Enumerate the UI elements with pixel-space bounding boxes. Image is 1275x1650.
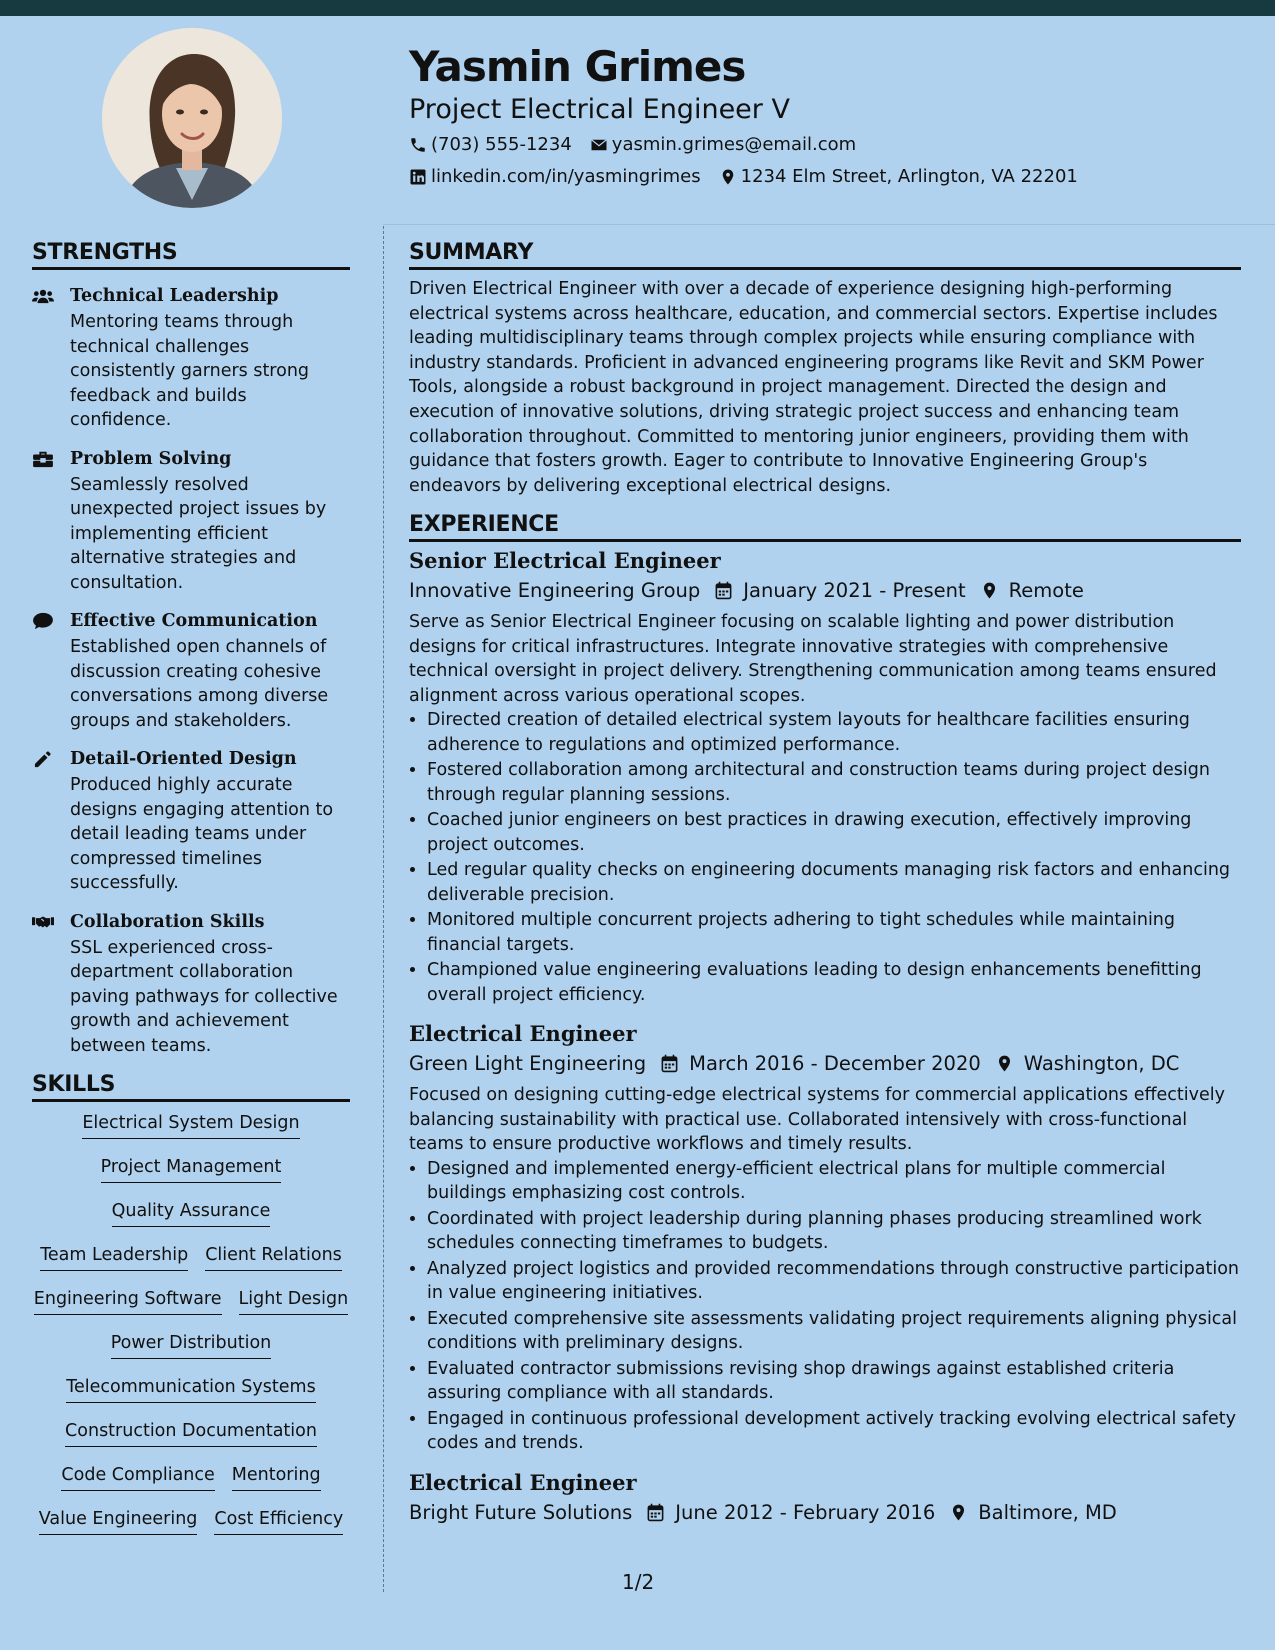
job-title: Electrical Engineer xyxy=(409,1469,637,1495)
strength-item xyxy=(32,609,350,733)
map-pin-icon xyxy=(949,1503,968,1522)
strength-title: Effective Communication xyxy=(70,611,318,631)
strength-desc: SSL experienced cross-department collaboration paving pathways for collective growth and achievement between teams. xyxy=(70,937,338,1056)
phone-icon xyxy=(409,136,427,154)
job-entry xyxy=(409,1021,1241,1456)
map-pin-icon xyxy=(980,581,999,600)
top-accent-bar xyxy=(0,0,1275,16)
job-bullet: • Coached junior engineers on best practices in drawing execution, effectively improving project outcomes. xyxy=(427,808,1241,857)
strength-desc: Produced highly accurate designs engaging attention to detail leading teams under compressed timelines successfully. xyxy=(70,775,334,893)
skill-tag: Quality Assurance xyxy=(112,1200,271,1227)
contact-phone[interactable] xyxy=(409,134,572,155)
experience-heading: EXPERIENCE xyxy=(409,512,1241,542)
skill-tag: Light Design xyxy=(239,1288,349,1315)
job-location: Washington, DC xyxy=(1023,1052,1180,1076)
strength-title: Detail-Oriented Design xyxy=(70,749,297,769)
summary-text: Driven Electrical Engineer with over a decade of experience designing high-performing electrical systems across healthcare, education, and commercial sectors. Expertise includes leading multidisciplinary teams through complex projects while ensuring compliance with industry standards. Proficient in advanced engineering programs like Revit and SKM Power Tools, alongside a robust background in project management. Directed the design and execution of innovative solutions, driving strategic project success and enhancing team collaboration throughout. Committed to mentoring junior engineers, providing them with guidance that fosters growth. Eager to contribute to Innovative Engineering Group's endeavors by delivering exceptional electrical designs. xyxy=(409,279,1218,496)
skill-tag: Project Management xyxy=(101,1156,282,1183)
skills-list xyxy=(32,1112,350,1535)
job-bullet: • Analyzed project logistics and provided recommendations through constructive participation in value engineering initiatives. xyxy=(427,1257,1241,1306)
handshake-icon xyxy=(32,913,54,931)
skills-heading: SKILLS xyxy=(32,1072,350,1102)
strength-item xyxy=(32,747,350,896)
candidate-name: Yasmin Grimes xyxy=(409,42,746,91)
profile-photo xyxy=(102,28,282,208)
job-entry xyxy=(409,548,1241,1007)
job-bullet: • Evaluated contractor submissions revising shop drawings against established criteria assuring compliance with all standards. xyxy=(427,1357,1241,1406)
skill-tag: Power Distribution xyxy=(111,1332,272,1359)
calendar-icon xyxy=(646,1503,665,1522)
job-bullet: • Directed creation of detailed electrical system layouts for healthcare facilities ensuring adherence to regulations and optimized performance. xyxy=(427,708,1241,757)
contact-address xyxy=(719,166,1078,187)
summary-heading: SUMMARY xyxy=(409,240,1241,270)
strength-title: Collaboration Skills xyxy=(70,911,265,932)
contact-row-secondary xyxy=(409,166,1096,187)
contact-linkedin[interactable] xyxy=(409,166,701,187)
job-meta xyxy=(409,1501,1241,1524)
job-entry xyxy=(409,1470,1241,1524)
job-bullet: • Executed comprehensive site assessments validating project requirements aligning physical conditions with preliminary designs. xyxy=(427,1307,1241,1356)
job-bullet: • Fostered collaboration among architectural and construction teams during project design through regular planning sessions. xyxy=(427,758,1241,807)
skill-tag: Electrical System Design xyxy=(82,1112,299,1139)
map-pin-icon xyxy=(719,168,737,186)
contact-row-primary xyxy=(409,134,874,155)
skill-tag: Engineering Software xyxy=(34,1288,222,1315)
job-bullet: • Led regular quality checks on engineering documents managing risk factors and enhancing deliverable precision. xyxy=(427,858,1241,907)
strength-item xyxy=(32,284,350,433)
page-number: 1/2 xyxy=(622,1570,655,1594)
skill-tag: Telecommunication Systems xyxy=(66,1376,315,1403)
left-column xyxy=(32,240,350,1535)
job-dates: March 2016 - December 2020 xyxy=(689,1052,981,1076)
job-bullet: • Coordinated with project leadership during planning phases producing streamlined work schedules connecting timeframes to budgets. xyxy=(427,1207,1241,1256)
job-bullet: • Championed value engineering evaluations leading to design enhancements benefitting overall project efficiency. xyxy=(427,958,1241,1007)
skill-tag: Construction Documentation xyxy=(65,1420,317,1447)
pencil-icon xyxy=(32,750,54,768)
job-title: Electrical Engineer xyxy=(409,1021,637,1047)
linkedin-text: linkedin.com/in/yasmingrimes xyxy=(431,166,701,187)
right-column xyxy=(409,240,1241,1532)
comment-icon xyxy=(32,612,54,630)
job-bullets xyxy=(409,1157,1241,1456)
job-meta xyxy=(409,579,1241,602)
strength-title: Problem Solving xyxy=(70,448,232,469)
job-location: Baltimore, MD xyxy=(978,1500,1117,1524)
phone-text: (703) 555-1234 xyxy=(431,134,572,155)
strength-desc: Mentoring teams through technical challenges consistently garners strong feedback and builds confidence. xyxy=(70,312,310,430)
linkedin-icon xyxy=(409,168,427,186)
map-pin-icon xyxy=(995,1054,1014,1073)
job-desc: Focused on designing cutting-edge electrical systems for commercial applications effectively balancing sustainability with practical use. Collaborated intensively with cross-functional teams to ensure productive workflows and timely results. xyxy=(409,1085,1225,1155)
job-bullet: • Engaged in continuous professional development actively tracking evolving electrical safety codes and trends. xyxy=(427,1407,1241,1456)
strength-desc: Seamlessly resolved unexpected project issues by implementing efficient alternative strategies and consultation. xyxy=(70,474,327,593)
envelope-icon xyxy=(590,136,608,154)
job-desc: Serve as Senior Electrical Engineer focusing on scalable lighting and power distribution designs for critical infrastructures. Integrate innovative strategies with comprehensive technical oversight in project delivery. Strengthening communication among teams ensured alignment across various operational scopes. xyxy=(409,612,1217,706)
skill-tag: Cost Efficiency xyxy=(214,1508,343,1535)
strength-item xyxy=(32,910,350,1059)
skill-tag: Value Engineering xyxy=(39,1508,198,1535)
job-meta xyxy=(409,1052,1241,1075)
skill-tag: Team Leadership xyxy=(40,1244,188,1271)
job-dates: January 2021 - Present xyxy=(743,579,966,603)
calendar-icon xyxy=(660,1054,679,1073)
job-company: Green Light Engineering xyxy=(409,1052,647,1076)
job-title: Senior Electrical Engineer xyxy=(409,548,721,574)
header-divider xyxy=(383,224,1275,225)
strength-desc: Established open channels of discussion creating cohesive conversations among diverse groups and stakeholders. xyxy=(70,637,329,731)
job-bullets xyxy=(409,708,1241,1007)
skill-tag: Client Relations xyxy=(205,1244,342,1271)
job-location: Remote xyxy=(1008,579,1084,603)
users-icon xyxy=(32,287,54,305)
strengths-heading: STRENGTHS xyxy=(32,240,350,270)
calendar-icon xyxy=(714,581,733,600)
skill-tag: Code Compliance xyxy=(61,1464,214,1491)
job-bullet: • Designed and implemented energy-efficient electrical plans for multiple commercial buildings emphasizing cost controls. xyxy=(427,1157,1241,1206)
job-company: Innovative Engineering Group xyxy=(409,579,701,603)
job-dates: June 2012 - February 2016 xyxy=(675,1500,936,1524)
candidate-title: Project Electrical Engineer V xyxy=(409,94,790,125)
address-text: 1234 Elm Street, Arlington, VA 22201 xyxy=(740,166,1078,187)
job-bullet: • Monitored multiple concurrent projects adhering to tight schedules while maintaining financial targets. xyxy=(427,908,1241,957)
strength-item xyxy=(32,447,350,596)
column-divider xyxy=(383,226,384,1592)
strength-title: Technical Leadership xyxy=(70,286,279,306)
contact-email[interactable] xyxy=(590,134,856,155)
job-company: Bright Future Solutions xyxy=(409,1500,633,1524)
email-text: yasmin.grimes@email.com xyxy=(611,134,857,155)
toolbox-icon xyxy=(32,450,54,468)
strengths-list xyxy=(32,284,350,1058)
skill-tag: Mentoring xyxy=(232,1464,321,1491)
